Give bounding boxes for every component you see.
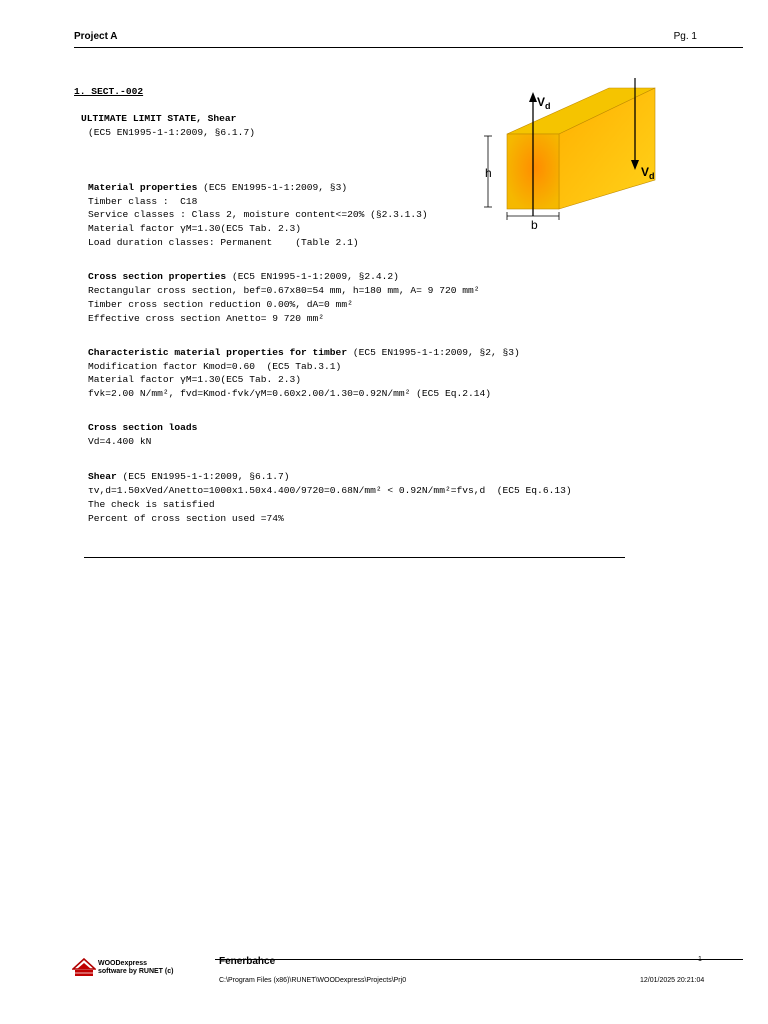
footer-logo-text: [98, 960, 173, 976]
cross-section-heading-row: [88, 270, 399, 284]
page-number: Pg. 1: [673, 31, 697, 42]
material-line: Timber class : C18: [88, 196, 198, 207]
material-heading-row: [88, 181, 347, 195]
footer-page-number: 1: [698, 956, 702, 963]
characteristic-line: Modification factor Kmod=0.60 (EC5 Tab.3.1): [88, 361, 342, 372]
h-label: h: [485, 166, 492, 180]
footer-project-name: Fenerbahce: [219, 956, 276, 967]
section-title: 1. SECT.-002: [74, 86, 144, 97]
project-title: Project A: [74, 31, 118, 42]
shear-heading-row: [88, 470, 290, 484]
logo-line2: software by RUNET (c): [98, 968, 174, 975]
cross-section-ref: (EC5 EN1995-1-1:2009, §2.4.2): [226, 271, 399, 282]
state-ref: (EC5 EN1995-1-1:2009, §6.1.7): [88, 127, 255, 138]
woodexpress-logo-icon: [72, 958, 96, 978]
vd-up-arrowhead: [529, 92, 537, 102]
logo-line1: WOODexpress: [98, 960, 148, 967]
characteristic-heading-row: [88, 346, 520, 360]
shear-ref: (EC5 EN1995-1-1:2009, §6.1.7): [116, 471, 290, 482]
loads-line: Vd=4.400 kN: [88, 436, 152, 447]
material-line: Load duration classes: Permanent (Table 2.1): [88, 237, 359, 248]
cross-section-line: Timber cross section reduction 0.00%, dA=0 mm²: [88, 299, 353, 310]
cross-section-heading: Cross section properties: [88, 271, 227, 282]
characteristic-line: fvk=2.00 N/mm², fvd=Kmod·fvk/γM=0.60x2.00/1.30=0.92N/mm² (EC5 Eq.2.14): [88, 388, 492, 399]
vd-up-label: $V_d$: [537, 95, 551, 111]
loads-heading: Cross section loads: [88, 422, 198, 433]
b-label: b: [531, 218, 538, 232]
footer-path: C:\Program Files (x86)\RUNET\WOODexpress\Projects\Prj0: [219, 977, 407, 984]
material-line: Service classes : Class 2, moisture content<=20% (§2.3.1.3): [88, 209, 428, 220]
vd-down-label: $V_d$: [641, 165, 655, 181]
beam-diagram: [475, 76, 675, 236]
shear-heading: Shear: [88, 471, 117, 482]
shear-line: The check is satisfied: [88, 499, 215, 510]
material-ref: (EC5 EN1995-1-1:2009, §3): [197, 182, 348, 193]
page-header: [74, 29, 743, 48]
characteristic-heading: Characteristic material properties for timber: [88, 347, 348, 358]
state-title: ULTIMATE LIMIT STATE, Shear: [81, 113, 237, 124]
characteristic-ref: (EC5 EN1995-1-1:2009, §2, §3): [347, 347, 520, 358]
footer-rule: [215, 959, 743, 960]
material-heading: Material properties: [88, 182, 198, 193]
cross-section-line: Rectangular cross section, bef=0.67x80=54 mm, h=180 mm, A= 9 720 mm²: [88, 285, 480, 296]
shear-line: τv,d=1.50xVed/Anetto=1000x1.50x4.400/9720=0.68N/mm² < 0.92N/mm²=fvs,d (EC5 Eq.6.13): [88, 485, 572, 496]
material-line: Material factor γM=1.30(EC5 Tab. 2.3): [88, 223, 302, 234]
cross-section-line: Effective cross section Anetto= 9 720 mm²: [88, 313, 325, 324]
characteristic-line: Material factor γM=1.30(EC5 Tab. 2.3): [88, 374, 302, 385]
shear-line: Percent of cross section used =74%: [88, 513, 284, 524]
section-separator: [84, 557, 625, 558]
footer-timestamp: 12/01/2025 20:21:04: [640, 977, 705, 984]
